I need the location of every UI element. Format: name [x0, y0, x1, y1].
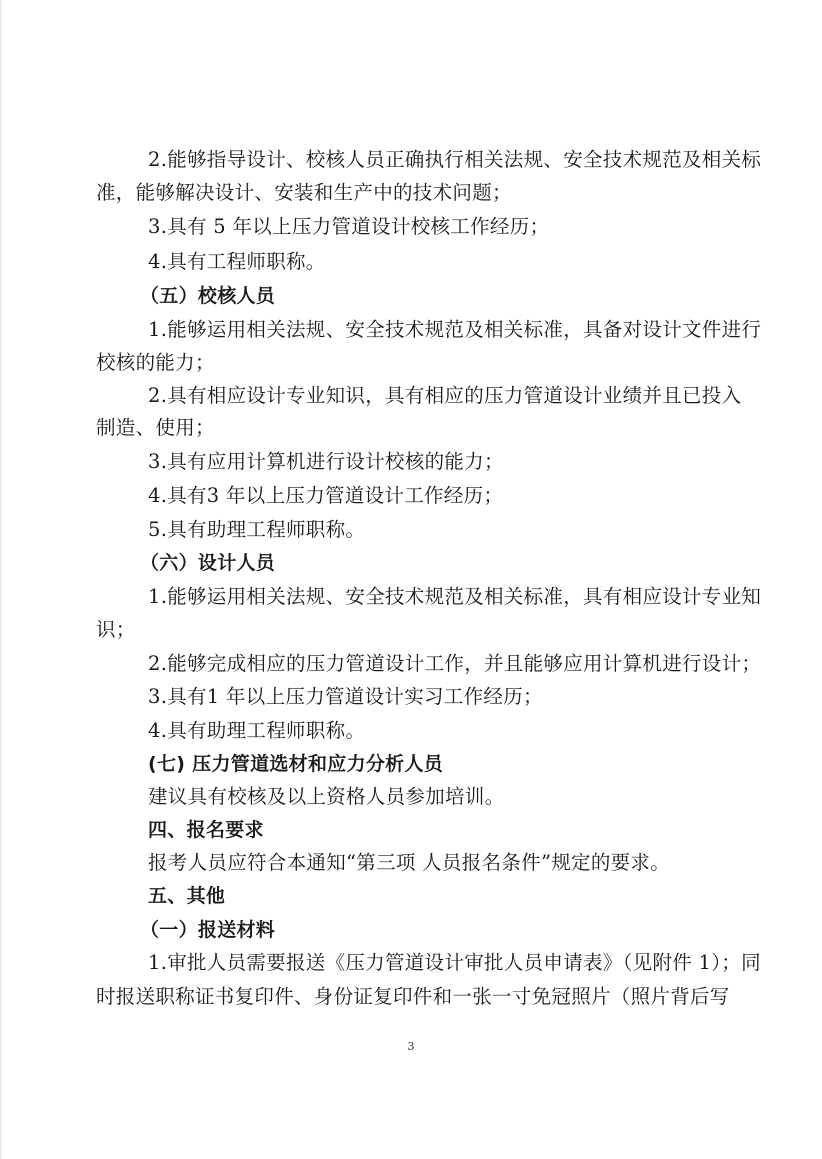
- paragraph-line: 4.具有工程师职称。: [148, 250, 326, 273]
- paragraph-line: 3.具有应用计算机进行设计校核的能力；: [148, 450, 504, 473]
- section-heading-materials: （一）报送材料: [140, 919, 276, 941]
- paragraph-line: 1.能够运用相关法规、安全技术规范及相关标准，具有相应设计专业知: [148, 585, 762, 608]
- paragraph-line: 2.能够完成相应的压力管道设计工作，并且能够应用计算机进行设计；: [148, 652, 762, 675]
- paragraph-line: 5.具有助理工程师职称。: [148, 518, 366, 541]
- section-heading-other: 五、其他: [148, 885, 226, 907]
- paragraph-line: 制造、使用；: [96, 416, 215, 439]
- paragraph-line: 识；: [96, 618, 136, 641]
- paragraph-line: 3.具有1 年以上压力管道设计实习工作经历；: [148, 685, 543, 708]
- paragraph-line: 2.能够指导设计、校核人员正确执行相关法规、安全技术规范及相关标: [148, 148, 762, 171]
- paragraph-line: 1.能够运用相关法规、安全技术规范及相关标准，具备对设计文件进行: [148, 318, 762, 341]
- paragraph-line: 3.具有 5 年以上压力管道设计校核工作经历；: [148, 215, 550, 238]
- paragraph-line: 校核的能力；: [96, 351, 215, 374]
- page-number: 3: [407, 1040, 415, 1053]
- page-edge: [0, 0, 2, 1159]
- paragraph-line: 1.审批人员需要报送《压力管道设计审批人员申请表》（见附件 1）；同: [148, 951, 761, 974]
- section-heading-material-stress: (七) 压力管道选材和应力分析人员: [148, 753, 444, 775]
- paragraph-line: 4.具有助理工程师职称。: [148, 719, 366, 742]
- paragraph-line: 准，能够解决设计、安装和生产中的技术问题；: [96, 181, 512, 204]
- paragraph-line: 2.具有相应设计专业知识，具有相应的压力管道设计业绩并且已投入: [148, 384, 742, 407]
- paragraph-line: 报考人员应符合本通知“第三项 人员报名条件”规定的要求。: [148, 851, 671, 874]
- paragraph-line: 时报送职称证书复印件、身份证复印件和一张一寸免冠照片（照片背后写: [96, 985, 730, 1008]
- paragraph-line: 4.具有3 年以上压力管道设计工作经历；: [148, 484, 504, 507]
- section-heading-verifier: （五）校核人员: [140, 285, 276, 307]
- paragraph-line: 建议具有校核及以上资格人员参加培训。: [148, 785, 505, 808]
- section-heading-registration: 四、报名要求: [148, 819, 264, 841]
- section-heading-designer: （六）设计人员: [140, 552, 276, 574]
